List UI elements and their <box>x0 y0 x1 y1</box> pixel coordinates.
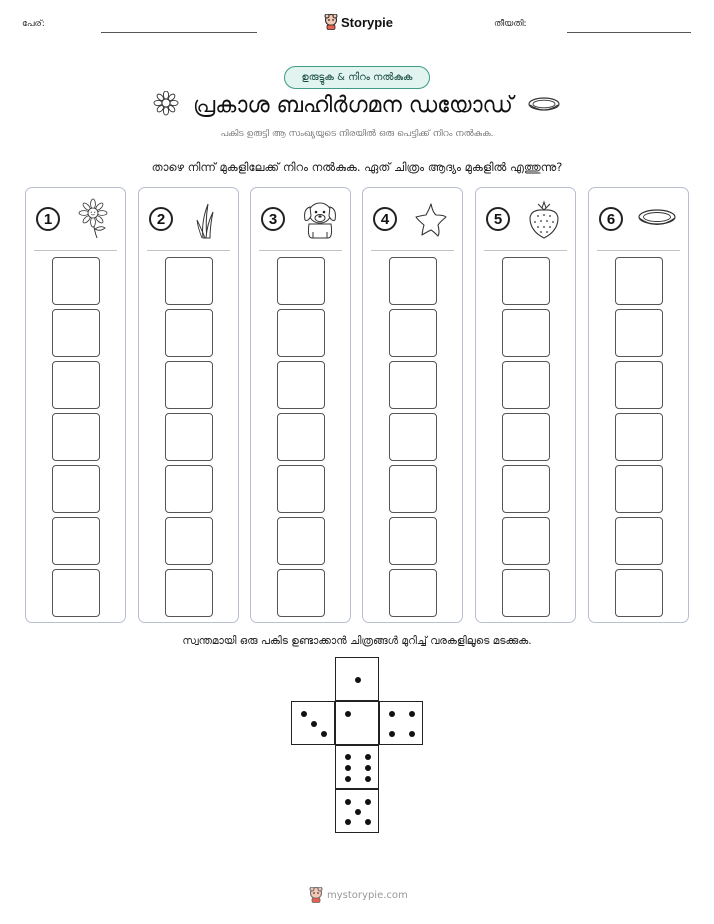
dice-pip <box>345 819 351 825</box>
dice-pip <box>365 754 371 760</box>
fold-instruction: സ്വന്തമായി ഒരു പകിട ഉണ്ടാക്കാൻ ചിത്രങ്ങൾ മുറിച്ച് വരകളിലൂടെ മടക്കുക. <box>182 635 532 647</box>
column-5 <box>475 187 576 623</box>
column-2 <box>138 187 239 623</box>
color-box[interactable] <box>165 413 213 461</box>
color-box[interactable] <box>615 309 663 357</box>
column-header <box>139 188 238 250</box>
color-box[interactable] <box>277 257 325 305</box>
color-box[interactable] <box>389 257 437 305</box>
grass-blade-icon <box>186 198 228 240</box>
dice-pip <box>409 731 415 737</box>
dice-pip <box>365 776 371 782</box>
color-box[interactable] <box>615 257 663 305</box>
column-header <box>26 188 125 250</box>
color-box[interactable] <box>52 517 100 565</box>
color-box[interactable] <box>52 569 100 617</box>
dice-face-5 <box>335 789 379 833</box>
dice-face-6 <box>335 745 379 789</box>
color-box[interactable] <box>502 517 550 565</box>
dice-pip <box>365 819 371 825</box>
page-title: പ്രകാശ ബഹിർഗമന ഡയോഡ് <box>193 92 513 118</box>
name-label: പേര്: <box>22 19 45 29</box>
color-box[interactable] <box>277 361 325 409</box>
dice-pip <box>345 799 351 805</box>
color-box[interactable] <box>502 465 550 513</box>
dice-pip <box>365 765 371 771</box>
color-box[interactable] <box>389 517 437 565</box>
color-box[interactable] <box>615 517 663 565</box>
color-box[interactable] <box>502 257 550 305</box>
color-box[interactable] <box>502 569 550 617</box>
footer <box>309 885 408 905</box>
dice-pip <box>355 809 361 815</box>
color-box[interactable] <box>277 569 325 617</box>
column-6 <box>588 187 689 623</box>
color-box[interactable] <box>52 413 100 461</box>
dice-pip <box>389 711 395 717</box>
dice-face-1 <box>335 701 379 745</box>
color-box[interactable] <box>389 361 437 409</box>
dice-face-1 <box>335 657 379 701</box>
column-4 <box>362 187 463 623</box>
activity-badge: ഉരുട്ടുക & നിറം നൽകുക <box>284 66 430 89</box>
dice-face-3 <box>291 701 335 745</box>
column-header <box>589 188 688 250</box>
color-box[interactable] <box>277 413 325 461</box>
dice-pip <box>409 711 415 717</box>
color-box[interactable] <box>389 309 437 357</box>
color-box[interactable] <box>389 465 437 513</box>
dice-pip <box>345 776 351 782</box>
column-header <box>363 188 462 250</box>
color-box[interactable] <box>502 361 550 409</box>
instruction: താഴെ നിന്ന് മുകളിലേക്ക് നിറം നൽകുക. ഏത് ചിത്രം ആദ്യം മുകളിൽ എത്തുന്നു? <box>151 160 563 174</box>
color-box[interactable] <box>277 517 325 565</box>
footer-url: mystorypie.com <box>327 889 408 901</box>
bowl-icon <box>527 95 561 115</box>
column-number: 6 <box>599 207 623 231</box>
star-icon <box>410 198 452 240</box>
color-box[interactable] <box>52 309 100 357</box>
color-box[interactable] <box>52 257 100 305</box>
column-number: 1 <box>36 207 60 231</box>
dice-pip <box>365 799 371 805</box>
column-number: 3 <box>261 207 285 231</box>
strawberry-icon <box>523 198 565 240</box>
color-box[interactable] <box>389 569 437 617</box>
sunflower-icon <box>153 91 179 119</box>
dice-face-4 <box>379 701 423 745</box>
column-header <box>251 188 350 250</box>
color-box[interactable] <box>277 465 325 513</box>
color-box[interactable] <box>165 569 213 617</box>
color-box[interactable] <box>615 465 663 513</box>
color-box[interactable] <box>502 413 550 461</box>
dice-pip <box>321 731 327 737</box>
dice-pip <box>345 711 351 717</box>
color-box[interactable] <box>165 361 213 409</box>
puppy-icon <box>298 198 340 240</box>
title-row <box>0 91 714 119</box>
sunflower-icon <box>73 198 115 240</box>
dice-pip <box>389 731 395 737</box>
color-box[interactable] <box>165 517 213 565</box>
column-number: 5 <box>486 207 510 231</box>
column-header <box>476 188 575 250</box>
column-number: 4 <box>373 207 397 231</box>
subtitle: പകിട ഉരുട്ടി ആ സംഖ്യയുടെ നിരയിൽ ഒരു പെട്ടിക്ക് നിറം നൽകുക. <box>220 129 494 139</box>
dice-pip <box>345 754 351 760</box>
storypie-mascot-icon <box>309 887 323 903</box>
name-line <box>101 32 257 33</box>
color-box[interactable] <box>277 309 325 357</box>
bowl-icon <box>636 198 678 240</box>
color-box[interactable] <box>52 465 100 513</box>
column-3 <box>250 187 351 623</box>
date-label: തീയതി: <box>494 19 527 29</box>
color-box[interactable] <box>165 257 213 305</box>
dice-pip <box>301 711 307 717</box>
brand-logo <box>324 12 393 32</box>
column-number: 2 <box>149 207 173 231</box>
color-box[interactable] <box>615 413 663 461</box>
brand-name: Storypie <box>341 14 394 30</box>
color-box[interactable] <box>52 361 100 409</box>
column-1 <box>25 187 126 623</box>
dice-pip <box>345 765 351 771</box>
color-box[interactable] <box>389 413 437 461</box>
storypie-mascot-icon <box>324 14 338 30</box>
color-box[interactable] <box>165 309 213 357</box>
color-box[interactable] <box>615 569 663 617</box>
color-box[interactable] <box>165 465 213 513</box>
color-box[interactable] <box>615 361 663 409</box>
date-line <box>567 32 691 33</box>
color-box[interactable] <box>502 309 550 357</box>
dice-pip <box>355 677 361 683</box>
dice-pip <box>311 721 317 727</box>
